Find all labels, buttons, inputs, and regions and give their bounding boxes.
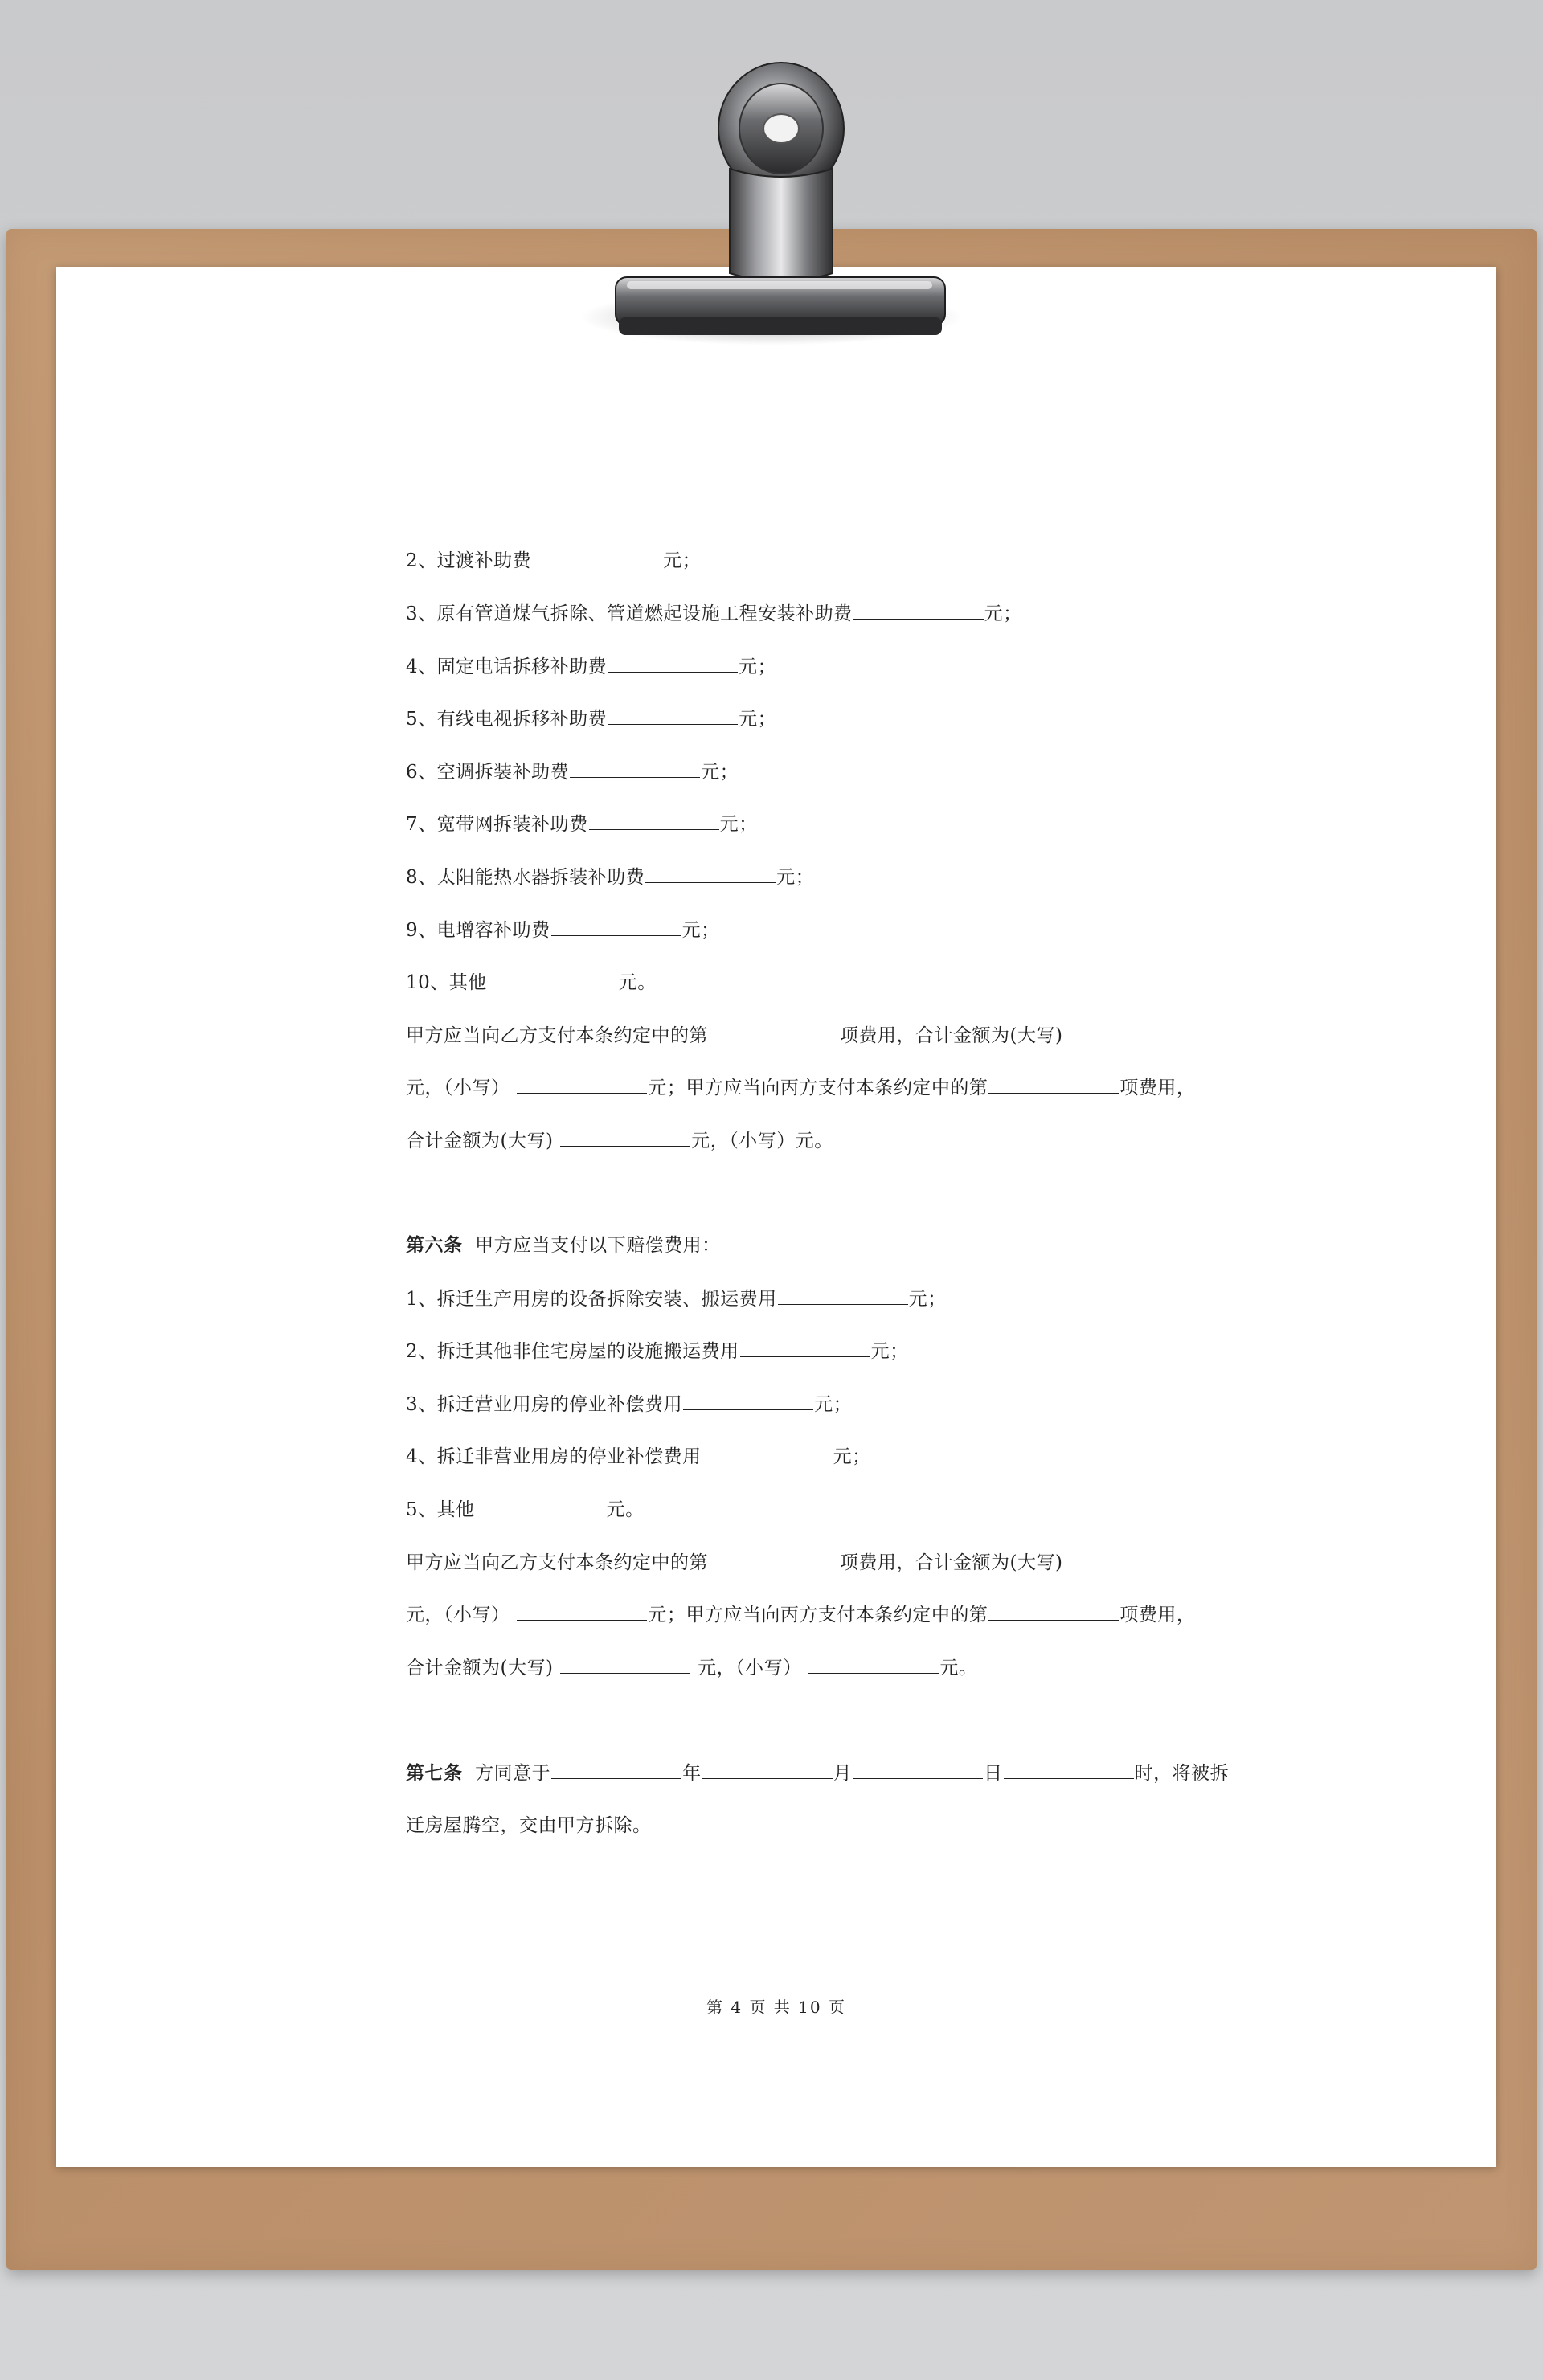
summary-line: 甲方应当向乙方支付本条约定中的第 项费用，合计金额为(大写) <box>406 1023 1201 1048</box>
list-item: 8、太阳能热水器拆装补助费 元； <box>406 865 814 889</box>
fill-blank <box>560 1655 690 1674</box>
fill-blank <box>988 1602 1119 1621</box>
fill-blank <box>853 1760 983 1779</box>
fill-blank <box>517 1602 647 1621</box>
list-item: 2、拆迁其他非住宅房屋的设施搬运费用 元； <box>406 1339 909 1364</box>
fill-blank <box>608 706 738 725</box>
fill-blank <box>709 1023 839 1041</box>
fill-blank <box>709 1550 839 1568</box>
fill-blank <box>683 1392 813 1410</box>
fill-blank <box>853 601 984 620</box>
fill-blank <box>551 918 681 936</box>
list-item: 4、固定电话拆移补助费 元； <box>406 654 776 679</box>
fill-blank <box>778 1286 908 1305</box>
list-item: 3、拆迁营业用房的停业补偿费用 元； <box>406 1392 852 1417</box>
fill-blank <box>476 1497 606 1515</box>
fill-blank <box>740 1339 870 1357</box>
fill-blank <box>808 1655 939 1674</box>
list-item: 10、其他 元。 <box>406 970 657 995</box>
list-item: 5、有线电视拆移补助费 元； <box>406 706 776 731</box>
fill-blank <box>1004 1760 1134 1779</box>
fill-blank <box>551 1760 681 1779</box>
document-page <box>56 267 1496 2167</box>
list-item: 2、过渡补助费 元； <box>406 548 701 573</box>
fill-blank <box>702 1760 833 1779</box>
fill-blank <box>645 865 776 883</box>
fill-blank <box>488 970 618 988</box>
fill-blank <box>560 1128 690 1147</box>
summary-line: 元，（小写） 元；甲方应当向丙方支付本条约定中的第 项费用， <box>406 1075 1195 1100</box>
summary-line: 元，（小写） 元；甲方应当向丙方支付本条约定中的第 项费用， <box>406 1602 1195 1627</box>
list-item: 4、拆迁非营业用房的停业补偿费用 元； <box>406 1444 871 1469</box>
page-number: 第 4 页 共 10 页 <box>706 1998 846 2017</box>
list-item: 9、电增容补助费 元； <box>406 918 720 943</box>
summary-line: 合计金额为(大写) 元，（小写） 元。 <box>406 1655 977 1680</box>
fill-blank <box>702 1444 833 1462</box>
fill-blank <box>532 548 662 566</box>
list-item: 5、其他 元。 <box>406 1497 645 1522</box>
section-heading: 第六条 甲方应当支付以下赔偿费用： <box>406 1234 721 1256</box>
body-line: 迁房屋腾空，交由甲方拆除。 <box>406 1815 652 1836</box>
fill-blank <box>1070 1023 1200 1041</box>
list-item: 7、宽带网拆装补助费 元； <box>406 812 758 836</box>
fill-blank <box>570 759 700 778</box>
fill-blank <box>608 654 738 673</box>
list-item: 1、拆迁生产用房的设备拆除安装、搬运费用 元； <box>406 1286 947 1311</box>
fill-blank <box>517 1075 647 1094</box>
binder-clip-icon <box>595 48 964 354</box>
section-heading: 第七条 方同意于 年 月 日 时，将被拆 <box>406 1762 1230 1784</box>
list-item: 3、原有管道煤气拆除、管道燃起设施工程安装补助费 元； <box>406 601 1022 626</box>
fill-blank <box>1070 1550 1200 1568</box>
summary-line: 甲方应当向乙方支付本条约定中的第 项费用，合计金额为(大写) <box>406 1550 1201 1575</box>
summary-line: 合计金额为(大写) 元，（小写）元。 <box>406 1128 833 1153</box>
list-item: 6、空调拆装补助费 元； <box>406 759 739 784</box>
fill-blank <box>589 812 719 830</box>
fill-blank <box>988 1075 1119 1094</box>
